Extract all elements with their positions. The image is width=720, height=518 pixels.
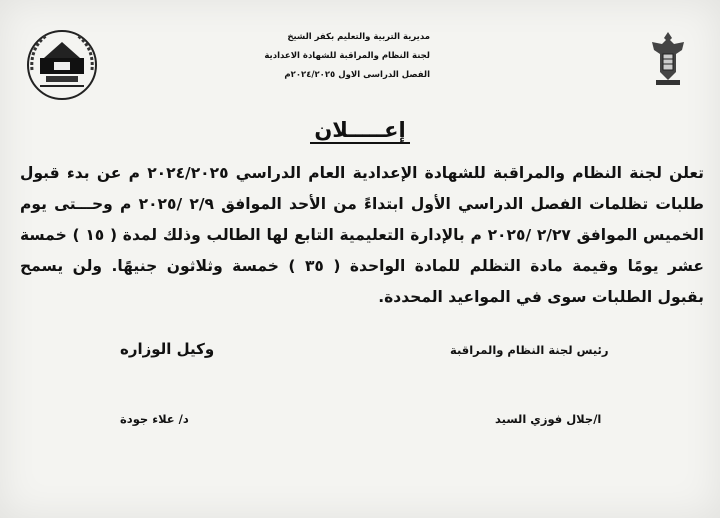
body-line: بقبول الطلبات سوى في المواعيد المحددة.	[378, 288, 704, 306]
deputy-title: وكيل الوزاره	[120, 340, 215, 358]
directorate-header	[264, 28, 430, 85]
deputy-name: د/ علاء جودة	[120, 412, 189, 426]
announcement-title: إعـــــلان	[0, 118, 720, 144]
chair-name: ا/جلال فوزي السيد	[495, 412, 602, 426]
header-committee: لجنة النظام والمراقبة للشهادة الاعدادية	[264, 51, 430, 61]
announcement-body	[20, 158, 704, 313]
body-line: تعلن لجنة النظام والمراقبة للشهادة الإعدادية العام الدراسي ٢٠٢٤/٢٠٢٥ م عن بدء قبول	[20, 164, 704, 182]
eagle-emblem-icon	[648, 28, 688, 90]
header-semester: الفصل الدراسى الاول ٢٠٢٤/٢٠٢٥م	[284, 70, 430, 80]
body-line: الخميس الموافق ٢/٢٧ /٢٠٢٥ م بالإدارة التعليمية التابع لها الطالب وذلك لمدة ( ١٥ ) خمسة	[20, 226, 704, 244]
body-line: طلبات تظلمات الفصل الدراسي الأول ابتداءً من الأحد الموافق ٢/٩ /٢٠٢٥ م وحـــتى يوم	[20, 195, 705, 213]
body-line: عشر يومًا وقيمة مادة التظلم للمادة الواحدة ( ٣٥ ) خمسة وثلاثون جنيهًا. ولن يسمح	[20, 257, 704, 275]
directorate-logo-icon	[20, 24, 104, 106]
header-directorate: مديرية التربية والتعليم بكفر الشيخ	[287, 32, 430, 42]
chair-title: رئيس لجنة النظام والمراقبة	[450, 343, 609, 357]
